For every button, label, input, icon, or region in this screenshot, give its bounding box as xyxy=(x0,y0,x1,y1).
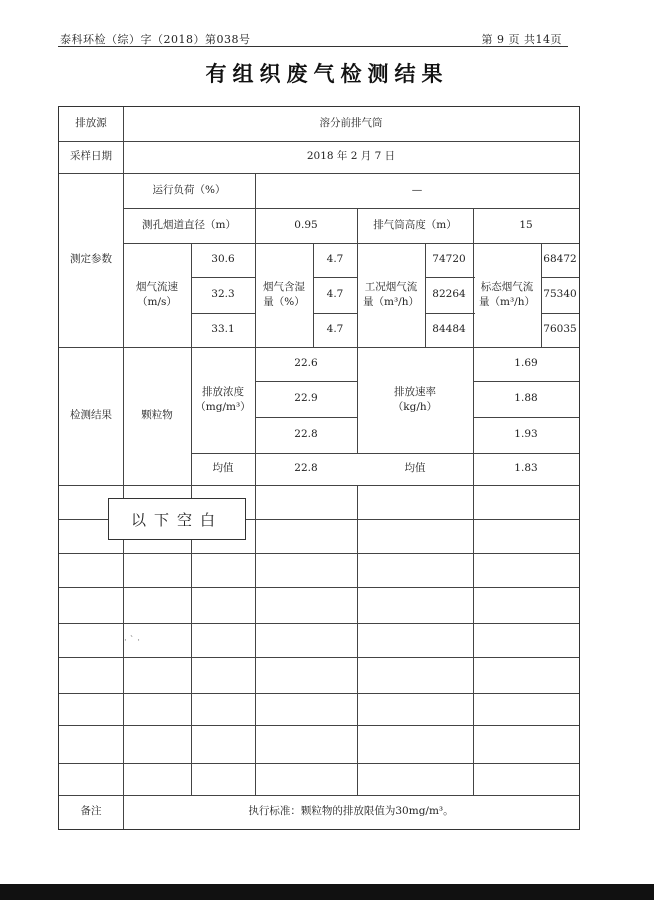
std-flow-value-2: 75340 xyxy=(543,288,577,301)
row-line xyxy=(59,763,579,764)
std-flow-value-3: 76035 xyxy=(543,323,577,336)
emission-rate-label: 排放速率（kg/h） xyxy=(392,385,438,413)
flow-speed-value-2: 32.3 xyxy=(211,288,235,301)
scan-specks: · ` · xyxy=(124,636,140,646)
work-flow-value-3: 84484 xyxy=(432,323,466,336)
conc-avg-value: 22.8 xyxy=(294,462,318,475)
flow-speed-value-3: 33.1 xyxy=(211,323,235,336)
remarks-label: 备注 xyxy=(80,805,102,818)
remarks-value: 执行标准：颗粒物的排放限值为30mg/m³。 xyxy=(248,805,454,818)
rate-avg-value: 1.83 xyxy=(514,462,538,475)
work-flow-value-2: 82264 xyxy=(432,288,466,301)
diameter-label: 测孔烟道直径（m） xyxy=(142,218,236,231)
row-line xyxy=(59,485,579,486)
std-flow-value-1: 68472 xyxy=(543,253,577,266)
row-line xyxy=(59,587,579,588)
std-flow-label: 标态烟气流量（m³/h） xyxy=(479,280,535,308)
work-flow-label: 工况烟气流量（m³/h） xyxy=(363,280,419,308)
conc-avg-label: 均值 xyxy=(212,462,234,475)
emission-conc-value-1: 22.6 xyxy=(294,357,318,370)
scan-bottom-edge xyxy=(0,884,654,900)
date-label: 采样日期 xyxy=(70,150,112,163)
load-value: — xyxy=(411,183,423,196)
stack-height-value: 15 xyxy=(519,218,533,231)
pollutant-label: 颗粒物 xyxy=(141,409,173,422)
row-line xyxy=(59,693,579,694)
emission-conc-value-3: 22.8 xyxy=(294,428,318,441)
diameter-value: 0.95 xyxy=(294,218,318,231)
document-number: 泰科环检（综）字（2018）第038号 xyxy=(60,33,251,46)
flow-speed-label: 烟气流速（m/s） xyxy=(136,280,178,308)
results-label: 检测结果 xyxy=(70,409,112,422)
blank-below-stamp: 以下空白 xyxy=(108,498,246,540)
emission-rate-value-2: 1.88 xyxy=(514,392,538,405)
page-info: 第 9 页 共14页 xyxy=(481,33,562,46)
date-value: 2018 年 2 月 7 日 xyxy=(306,150,396,163)
moisture-value-1: 4.7 xyxy=(326,253,344,266)
emission-rate-value-1: 1.69 xyxy=(514,357,538,370)
emission-conc-value-2: 22.9 xyxy=(294,392,318,405)
results-table xyxy=(58,106,580,830)
work-flow-value-1: 74720 xyxy=(432,253,466,266)
row-line xyxy=(59,553,579,554)
page-title: 有组织废气检测结果 xyxy=(205,62,449,86)
source-value: 溶分前排气筒 xyxy=(319,117,383,130)
stack-height-label: 排气筒高度（m） xyxy=(373,218,457,231)
flow-speed-value-1: 30.6 xyxy=(211,253,235,266)
moisture-value-3: 4.7 xyxy=(326,323,344,336)
emission-rate-value-3: 1.93 xyxy=(514,428,538,441)
params-label: 测定参数 xyxy=(70,253,112,266)
source-label: 排放源 xyxy=(75,117,107,130)
load-label: 运行负荷（%） xyxy=(152,183,226,196)
header-rule xyxy=(58,46,568,47)
col-line xyxy=(357,485,358,795)
moisture-value-2: 4.7 xyxy=(326,288,344,301)
moisture-label: 烟气含湿量（%） xyxy=(263,280,305,308)
row-line xyxy=(59,725,579,726)
emission-conc-label: 排放浓度（mg/m³） xyxy=(195,385,251,413)
row-line xyxy=(59,623,579,624)
row-line xyxy=(59,657,579,658)
rate-avg-label: 均值 xyxy=(404,462,426,475)
